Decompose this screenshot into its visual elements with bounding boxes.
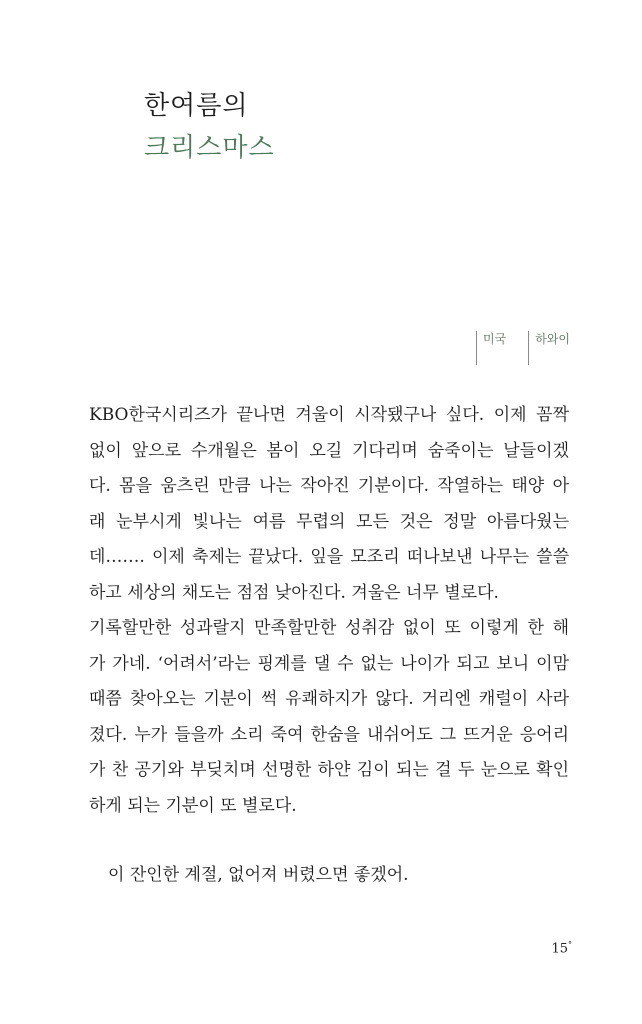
body-line: 하고 세상의 채도는 점점 낮아진다. 겨울은 너무 별로다.	[89, 582, 499, 603]
body-line: 가 찬 공기와 부딪치며 선명한 하얀 김이 되는 걸 두 눈으로 확인	[89, 760, 569, 780]
page-number-value: 15	[551, 941, 568, 957]
location-tag-country: 미국	[476, 331, 506, 365]
chapter-title-line1: 한여름의	[144, 91, 249, 121]
body-line: 하게 되는 기분이 또 별로다.	[89, 795, 297, 816]
page-number-mark: °	[568, 940, 572, 949]
body-line: 기록할만한 성과랄지 만족할만한 성취감 없이 또 이렇게 한 해	[89, 618, 569, 638]
body-line: KBO한국시리즈가 끝나면 겨울이 시작됐구나 싶다. 이제 꼼짝	[89, 405, 569, 425]
body-line: 없이 앞으로 수개월은 봄이 오길 기다리며 숨죽이는 날들이겠	[89, 440, 569, 461]
body-line: 가 가네. ‘어려서’라는 핑계를 댈 수 없는 나이가 되고 보니 이맘	[89, 653, 569, 674]
body-line: 졌다. 누가 들을까 소리 죽여 한숨을 내쉬어도 그 뜨거운 응어리	[89, 724, 569, 745]
chapter-title-line2: 크리스마스	[144, 133, 275, 163]
body-line: 다. 몸을 움츠린 만큼 나는 작아진 기분이다. 작열하는 태양 아	[89, 476, 569, 496]
closing-line: 이 잔인한 계절, 없어져 버렸으면 좋겠어.	[108, 865, 409, 885]
location-tags	[454, 331, 570, 365]
body-line: 때쯤 찾아오는 기분이 썩 유쾌하지가 않다. 거리엔 캐럴이 사라	[89, 689, 569, 709]
body-line: 래 눈부시게 빛나는 여름 무렵의 모든 것은 정말 아름다웠는	[89, 511, 569, 532]
body-line: 데……. 이제 축제는 끝났다. 잎을 모조리 떠나보낸 나무는 쓸쓸	[89, 547, 569, 567]
page-number	[551, 940, 572, 956]
location-tag-region: 하와이	[528, 331, 570, 365]
body-text	[89, 398, 569, 824]
